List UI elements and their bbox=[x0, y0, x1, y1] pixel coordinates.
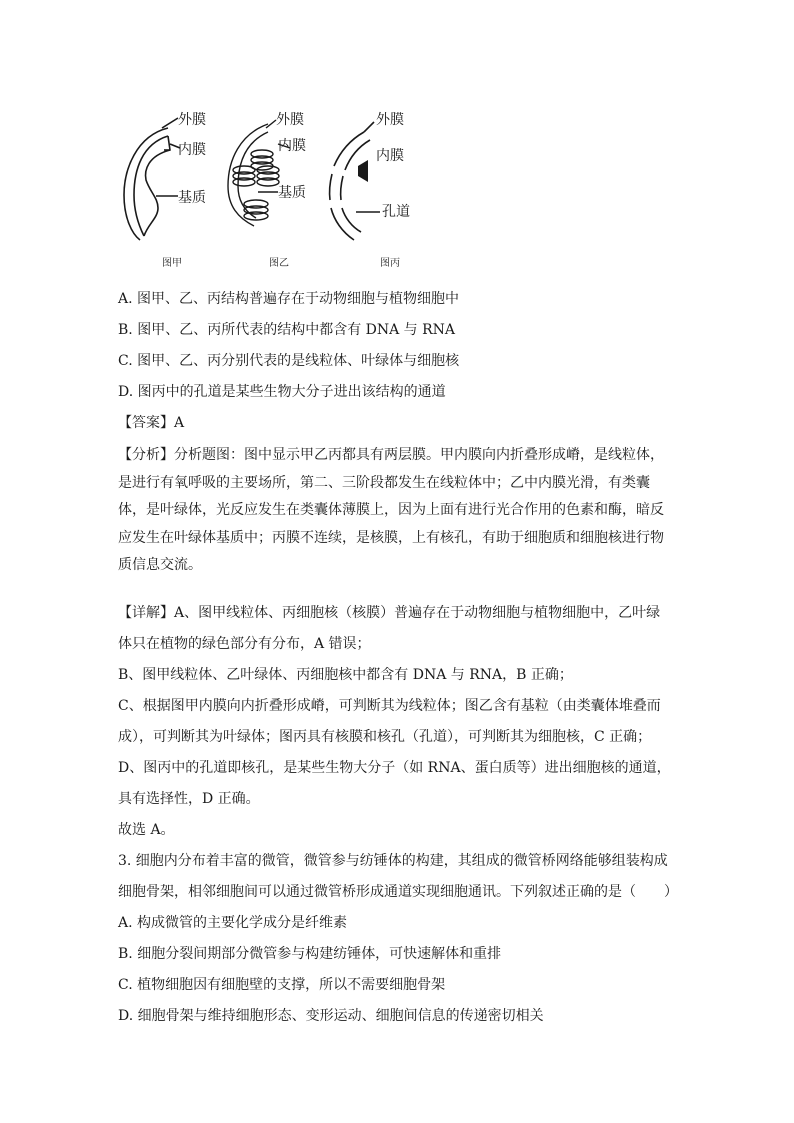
detail-line: 体只在植物的绿色部分有分布，A 错误； bbox=[118, 636, 371, 652]
q2-option-c: C. 图甲、乙、丙分别代表的是线粒体、叶绿体与细胞核 bbox=[118, 353, 460, 369]
yi-outer-label: 外膜 bbox=[276, 112, 304, 128]
bing-outer-label: 外膜 bbox=[376, 112, 404, 128]
figure-yi bbox=[228, 120, 290, 226]
analysis-paragraph bbox=[118, 442, 678, 580]
detail-line: C、根据图甲内膜向内折叠形成嵴，可判断其为线粒体；图乙含有基粒（由类囊体堆叠而 bbox=[118, 698, 661, 714]
bing-inner-label: 内膜 bbox=[376, 148, 404, 164]
q3-option-b: B. 细胞分裂间期部分微管参与构建纺锤体，可快速解体和重排 bbox=[118, 946, 502, 962]
q3-stem-line: 细胞骨架，相邻细胞间可以通过微管桥形成通道实现细胞通讯。下列叙述正确的是（ ） bbox=[118, 884, 678, 900]
analysis-line: 质信息交流。 bbox=[118, 557, 202, 573]
detail-line: 成），可判断其为叶绿体；图丙具有核膜和核孔（孔道），可判断其为细胞核，C 正确； bbox=[118, 729, 652, 745]
jia-caption: 图甲 bbox=[162, 258, 182, 269]
figure-bing bbox=[330, 122, 380, 240]
jia-inner-label: 内膜 bbox=[178, 142, 206, 158]
analysis-line: 体，是叶绿体，光反应发生在类囊体薄膜上，因为上面有进行光合作用的色素和酶，暗反 bbox=[118, 502, 664, 518]
detail-paragraph bbox=[118, 598, 678, 846]
bing-pore-label: 孔道 bbox=[382, 204, 410, 220]
granum-stack-4 bbox=[244, 200, 268, 220]
jia-outer-label: 外膜 bbox=[178, 112, 206, 128]
yi-inner-label: 内膜 bbox=[278, 138, 306, 154]
q3-option-a: A. 构成微管的主要化学成分是纤维素 bbox=[118, 915, 348, 931]
q3-stem-line: 3. 细胞内分布着丰富的微管，微管参与纺锤体的构建，其组成的微管桥网络能够组装构成 bbox=[118, 853, 668, 869]
detail-line: D、图丙中的孔道即核孔，是某些生物大分子（如 RNA、蛋白质等）进出细胞核的通道， bbox=[118, 760, 671, 776]
yi-matrix-label: 基质 bbox=[278, 185, 306, 201]
analysis-line: 是进行有氧呼吸的主要场所，第二、三阶段都发生在线粒体中；乙中内膜光滑，有类囊 bbox=[118, 474, 650, 491]
detail-line: 具有选择性，D 正确。 bbox=[118, 791, 260, 807]
yi-caption: 图乙 bbox=[269, 258, 289, 269]
figure-jia bbox=[124, 118, 180, 240]
answer-line: 【答案】A bbox=[118, 415, 185, 431]
granum-stack-2 bbox=[233, 166, 255, 186]
nuclear-pore-marker bbox=[358, 160, 368, 182]
detail-line: 故选 A。 bbox=[118, 822, 175, 838]
organelle-diagram bbox=[118, 100, 438, 278]
jia-matrix-label: 基质 bbox=[178, 190, 206, 206]
analysis-line: 应发生在叶绿体基质中；丙膜不连续，是核膜，上有核孔，有助于细胞质和细胞核进行物 bbox=[118, 529, 664, 546]
q2-option-a: A. 图甲、乙、丙结构普遍存在于动物细胞与植物细胞中 bbox=[118, 291, 460, 307]
q2-option-b: B. 图甲、乙、丙所代表的结构中都含有 DNA 与 RNA bbox=[118, 322, 456, 338]
q3-option-d: D. 细胞骨架与维持细胞形态、变形运动、细胞间信息的传递密切相关 bbox=[118, 1008, 544, 1024]
bing-caption: 图丙 bbox=[380, 258, 400, 269]
question-3 bbox=[118, 846, 678, 1032]
analysis-line: 【分析】分析题图：图中显示甲乙丙都具有两层膜。甲内膜向内折叠形成嵴，是线粒体， bbox=[118, 447, 664, 463]
q2-options bbox=[118, 284, 678, 439]
detail-line: 【详解】A、图甲线粒体、丙细胞核（核膜）普遍存在于动物细胞与植物细胞中，乙叶绿 bbox=[118, 605, 661, 621]
organelle-figure bbox=[118, 100, 438, 278]
detail-line: B、图甲线粒体、乙叶绿体、丙细胞核中都含有 DNA 与 RNA，B 正确； bbox=[118, 667, 573, 683]
q3-option-c: C. 植物细胞因有细胞壁的支撑，所以不需要细胞骨架 bbox=[118, 977, 446, 993]
q2-option-d: D. 图丙中的孔道是某些生物大分子进出该结构的通道 bbox=[118, 384, 446, 400]
